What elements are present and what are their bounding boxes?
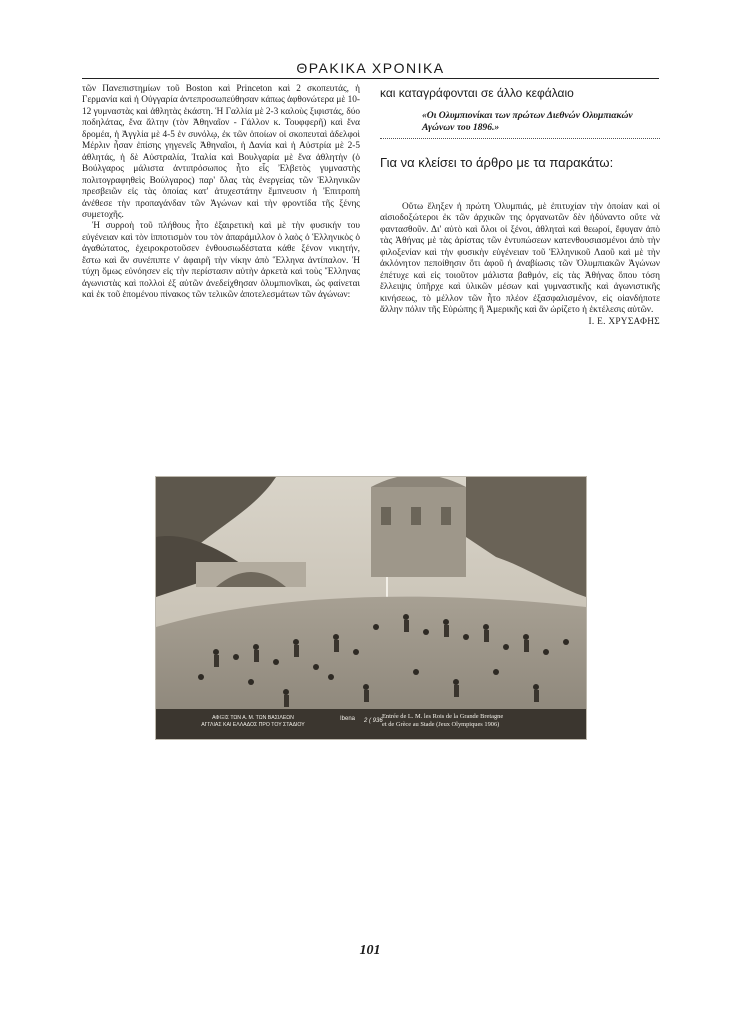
caption-greek-line-2: ΑΓΓΛΙΑΣ ΚΑΙ ΕΛΛΑΔΟΣ ΠΡΟ ΤΟΥ ΣΤΑΔΙΟΥ (201, 722, 305, 728)
right-column (380, 86, 660, 327)
continued-note: και καταγράφονται σε άλλο κεφάλαιο (380, 86, 574, 100)
pullquote: «Οι Ολυμπιονίκαι των πρώτων Διεθνών Ολυμπιακών Αγώνων του 1896.» (422, 110, 633, 133)
left-paragraph-1: τῶν Πανεπιστημίων τοῦ Boston καὶ Princeton καὶ 2 σκοπευτάς, ἡ Γερμανία καὶ ἡ Οὐγγαρία ἀντεπροσωπεύθησαν κάπως ἀφθονώτερα μὲ 10-12 γυμναστὰς καὶ ἀθλητὰς ἑκάστη. Ἡ Γαλλία μὲ 2-3 καλοὺς ξιφιστάς, δύο ποδηλάτας, ἕνα ἄλτην (τὸν Ἀθηναῖον - Γάλλον κ. Τουφφερῆ) καὶ ἕνα δρομέα, ἡ Ἀγγλία μὲ 4-5 ἐν συνόλῳ, ἐκ τῶν ὁποίων οἱ σκοπευταὶ ἀδελφοὶ Μέρλιν ἦσαν ἐπίσης γηγενεῖς Ἀθηναῖοι, ἡ Δανία καὶ ἡ Αὐστρία μὲ 2-5 ἀθλητάς, ἡ δὲ Αὐστραλία, Ἰταλία καὶ Βουλγαρία μὲ ἕνα ἀθλητὴν (ὁ Βούλγαρος μάλιστα ἀντιπρόσωπος ἦτο εἷς Ἐλβετὸς γυμναστὴς πολιτογραφηθεὶς Βούλγαρος) παρ' ὅλας τὰς ἐνεργείας τῶν Ἑλληνικῶν πρεσβειῶν εἰς τὰς ὁποίας κατ' ἀτυχεστάτην ἔμπνευσιν ἡ Ἐπιτροπὴ ἀνέθεσε τὴν προπαγάνδαν τῶν Ἀγώνων καὶ τὴν φροντίδα τῆς ξένης συμετοχῆς. (82, 84, 360, 220)
closing-heading: Για να κλείσει το άρθρο με τα παρακάτω: (380, 155, 614, 170)
author-signature: Ι. Ε. ΧΡΥΣΑΦΗΣ (588, 316, 660, 327)
photo-caption-number: 2 ( 936 (364, 718, 383, 724)
header-rule (82, 78, 659, 79)
left-paragraph-2: Ἡ συρροὴ τοῦ πλήθους ἦτο ἐξαιρετικὴ καὶ μὲ τὴν φυσικήν του εὐγένειαν καὶ τὸν ἱπποτισμὸν του τὸν ἀπαράμιλλον ὁ λαὸς ὁ Ἑλληνικὸς ὁ ἀγαθώτατος, ἐχειροκροτοῦσεν ἐνθουσιωδέστατα κάθε ξένον νικητήν, ἔστω καὶ ἂν συνέπιπτε ν' ἀφαιρῆ τὴν νίκην ἀπὸ Ἕλληνα ἀντίπαλον. Ἡ τύχη ὅμως εὐνόησεν εἰς τὴν περίστασιν αὐτὴν ἀρκετὰ καὶ τοὺς Ἕλληνας ἀγωνιστὰς καὶ πολλοὶ ἐξ αὐτῶν ἀνεδείχθησαν ὀλυμπιονῖκαι, ὡς φαίνεται καὶ ἐκ τοῦ ἑπομένου πίνακος τῶν τελικῶν ἀποτελεσμάτων τῶν ἀγώνων: (82, 221, 360, 301)
photo-caption-greek (178, 715, 328, 729)
caption-greek-line-1: ΑΦΙΞΙΣ ΤΩΝ Α. Μ. ΤΩΝ ΒΑΣΙΛΕΩΝ (212, 715, 294, 721)
photo-scene (156, 477, 586, 739)
caption-french-line-1: Entrée de L. M. les Rois de la Grande Bretagne (382, 713, 504, 720)
historic-photo (155, 476, 587, 740)
closing-paragraph: Οὕτω ἔληξεν ἡ πρώτη Ὀλυμπιάς, μὲ ἐπιτυχίαν τὴν ὁποίαν καὶ οἱ αἰσιοδοξώτεροι ἐκ τῶν ἀρχικῶν της ὀργανωτῶν δὲν ἠδύναντο οὔτε νὰ φαντασθοῦν. Δι' αὐτὸ καὶ ὅλοι οἱ ξένοι, ἀθληταὶ καὶ θεωροί, ἔφυγαν ἀπὸ τὰς Ἀθήνας μὲ τὰς ἀρίστας τῶν ἐντυπώσεων κατενθουσιασμένοι ἀπὸ τὴν φιλοξενίαν καὶ τὴν φυσικὴν εὐγένειαν τοῦ Ἑλληνικοῦ Λαοῦ καὶ μὲ τὴν ἀκλόνητον πεποίθησιν ὅτι ἀφοῦ ἡ ἀναβίωσις τῶν Ὀλυμπιακῶν Ἀγώνων ἐπέτυχε καὶ εἰς τοιοῦτον μάλιστα βαθμόν, εἰς τὰς Ἀθήνας ὅπου τόση ἔλλειψις ὑπῆρχε καὶ ὑλικῶν μέσων καὶ γυμναστικῆς καὶ ἀγωνιστικῆς κινήσεως, τὸ μέλλον τῶν ἦτο πλέον ἐξασφαλισμένον, εἰς οἱανδήποτε ἄλλην πόλιν τῆς Εὐρώπης ἢ Ἀμερικῆς καὶ ἂν ὡρίζετο ἡ ἐκτέλεσις αὐτῶν. (380, 202, 660, 316)
photo-caption-city: Ibena (340, 716, 356, 722)
dotted-divider (380, 138, 660, 139)
photo-caption-french (382, 713, 582, 729)
running-title: ΘΡΑΚΙΚΑ ΧΡΟΝΙΚΑ (296, 60, 445, 76)
caption-french-line-2: et de Grèce au Stade (Jeux Olympiques 1906) (382, 721, 500, 728)
left-column (82, 84, 360, 302)
page-number: 101 (359, 943, 381, 958)
